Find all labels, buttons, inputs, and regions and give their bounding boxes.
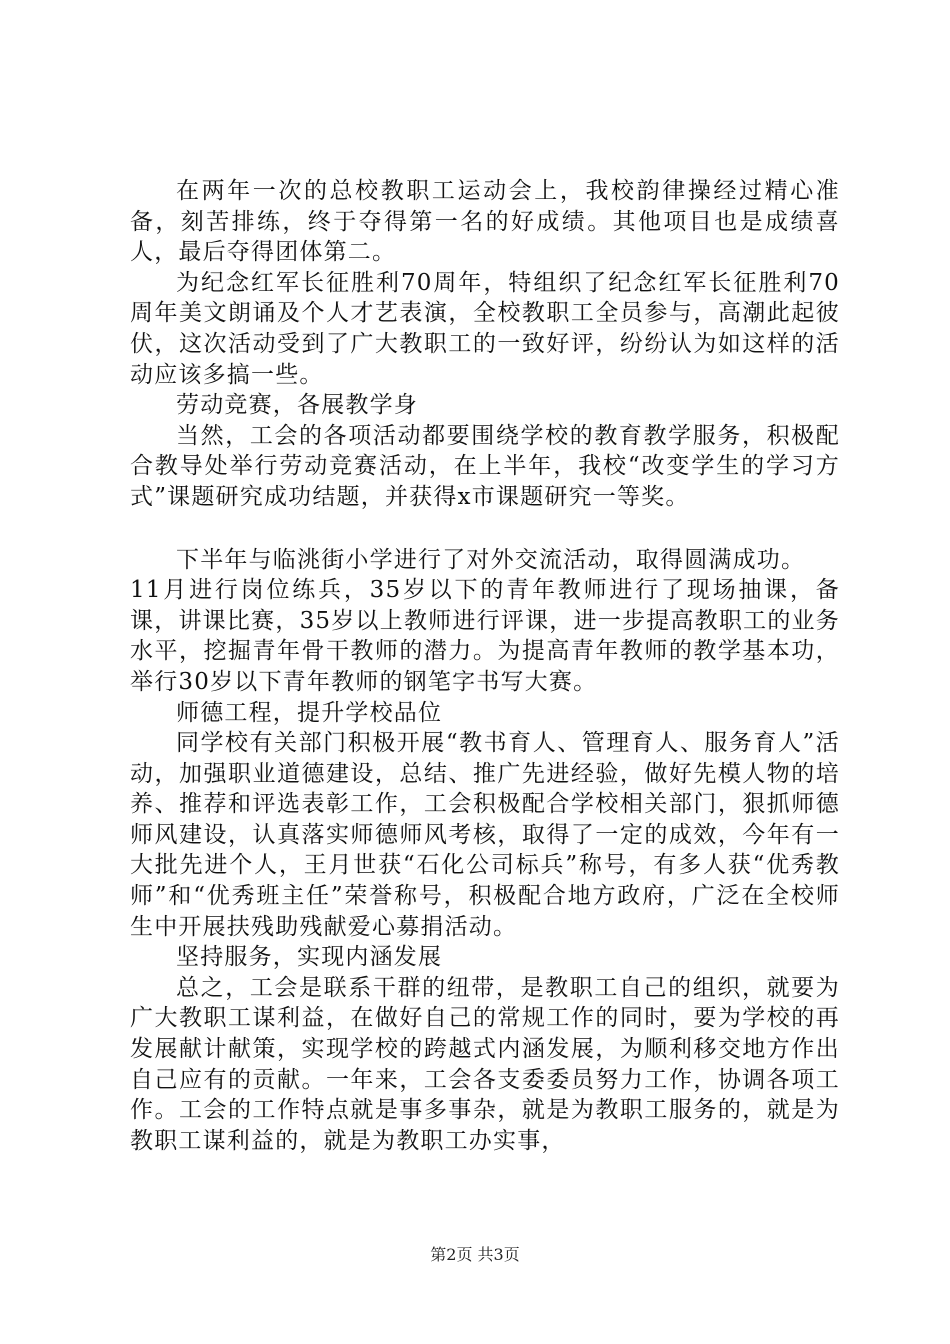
paragraph-summary: 总之，工会是联系干群的纽带，是教职工自己的组织，就要为广大教职工谋利益，在做好自己的常规工作的同时，要为学校的再发展献计献策，实现学校的跨越式内涵发展，为顺利移交地方作出自己应有的贡献。一年来，工会各支委委员努力工作，协调各项工作。工会的工作特点就是事多事杂，就是为教职工服务的，就是为教职工谋利益的，就是为教职工办实事， [130, 974, 840, 1154]
section-heading-ethics-project: 师德工程，提升学校品位 [176, 699, 443, 726]
section-heading-service: 坚持服务，实现内涵发展 [176, 944, 443, 971]
paragraph-teacher-training: 11月进行岗位练兵，35岁以下的青年教师进行了现场抽课，备课，讲课比赛，35岁以上教师进行评课，进一步提高教职工的业务水平，挖掘青年骨干教师的潜力。为提高青年教师的教学基本功，举行30岁以下青年教师的钢笔字书写大赛。 [130, 577, 840, 695]
page-footer: 第2页 共3页 [430, 1245, 520, 1264]
paragraph-spacer [130, 513, 840, 545]
paragraph-long-march-event: 为纪念红军长征胜利70周年，特组织了纪念红军长征胜利70周年美文朗诵及个人才艺表演，全校教职工全员参与，高潮此起彼伏，这次活动受到了广大教职工的一致好评，纷纷认为如这样的活动应该多搞一些。 [130, 269, 840, 388]
section-heading-labor-contest: 劳动竞赛，各展教学身 [176, 392, 418, 419]
paragraph-sports-meet: 在两年一次的总校教职工运动会上，我校韵律操经过精心准备，刻苦排练，终于夺得第一名的好成绩。其他项目也是成绩喜人，最后夺得团体第二。 [130, 178, 840, 266]
document-body [130, 176, 840, 1156]
paragraph-ethics-project: 同学校有关部门积极开展“教书育人、管理育人、服务育人”活动，加强职业道德建设，总结、推广先进经验，做好先模人物的培养、推荐和评选表彰工作，工会积极配合学校相关部门，狠抓师德师风建设，认真落实师德师风考核，取得了一定的成效，今年有一大批先进个人，王月世获“石化公司标兵”称号，有多人获“优秀教师”和“优秀班主任”荣誉称号，积极配合地方政府，广泛在全校师生中开展扶残助残献爱心募捐活动。 [130, 730, 840, 940]
paragraph-exchange-activity: 下半年与临洮街小学进行了对外交流活动，取得圆满成功。 [176, 546, 806, 573]
paragraph-labor-contest: 当然，工会的各项活动都要围绕学校的教育教学服务，积极配合教导处举行劳动竞赛活动，在上半年，我校“改变学生的学习方式”课题研究成功结题，并获得x市课题研究一等奖。 [130, 422, 840, 510]
